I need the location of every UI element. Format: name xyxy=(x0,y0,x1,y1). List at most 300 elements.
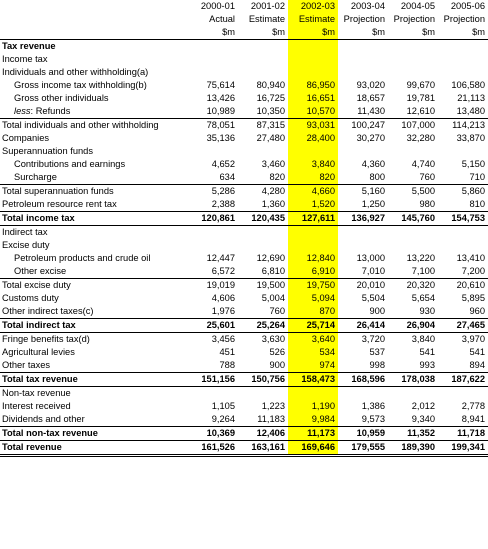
value-cell: 870 xyxy=(288,305,338,319)
value-cell xyxy=(288,145,338,158)
value-cell xyxy=(338,239,388,252)
value-cell: 451 xyxy=(219,347,235,357)
header-cell-units: $m xyxy=(438,26,488,40)
value-cell: 33,870 xyxy=(456,133,485,143)
value-cell: 187,622 xyxy=(438,373,488,387)
table-row xyxy=(0,171,488,185)
value-cell: 5,004 xyxy=(261,293,285,303)
table-row xyxy=(0,265,488,279)
header-cell-units: $m xyxy=(338,26,388,40)
value-cell: 11,173 xyxy=(288,427,338,441)
header-cell-types: Estimate xyxy=(248,14,285,24)
value-cell: 993 xyxy=(419,360,435,370)
value-cell xyxy=(238,53,288,66)
value-cell xyxy=(188,145,238,158)
table-row xyxy=(0,400,488,413)
table-row xyxy=(0,158,488,171)
value-cell: 10,350 xyxy=(256,106,285,116)
header-cell-types: Projection xyxy=(443,14,485,24)
value-cell: 10,570 xyxy=(288,105,338,119)
value-cell xyxy=(388,239,438,252)
row-label-text: Petroleum resource rent tax xyxy=(2,199,117,209)
value-cell: 1,976 xyxy=(211,306,235,316)
value-cell: 820 xyxy=(269,172,285,182)
value-cell xyxy=(238,145,288,158)
value-cell: 10,369 xyxy=(188,427,238,441)
table-row xyxy=(0,145,488,158)
value-cell: 710 xyxy=(469,172,485,182)
row-label-text: Petroleum products and crude oil xyxy=(14,253,151,263)
value-cell: 800 xyxy=(369,172,385,182)
row-label xyxy=(0,132,188,145)
value-cell: 2,388 xyxy=(211,199,235,209)
value-cell xyxy=(288,387,338,401)
value-cell: 13,220 xyxy=(406,253,435,263)
value-cell: 86,950 xyxy=(288,79,338,92)
header-cell-years: 2004-05 xyxy=(400,1,435,11)
value-cell: 998 xyxy=(369,360,385,370)
value-cell: 19,500 xyxy=(238,279,288,293)
value-cell: 541 xyxy=(419,347,435,357)
row-label xyxy=(0,305,188,319)
row-label-prefix: less xyxy=(14,106,31,116)
row-label xyxy=(0,292,188,305)
value-cell: 980 xyxy=(419,199,435,209)
header-row-years xyxy=(0,0,488,13)
row-label-text: Total revenue xyxy=(2,442,62,452)
row-label xyxy=(0,413,188,427)
value-cell: 894 xyxy=(469,360,485,370)
value-cell: 3,456 xyxy=(211,334,235,344)
table-row xyxy=(0,79,488,92)
value-cell xyxy=(388,66,438,79)
row-label xyxy=(0,119,188,133)
value-cell: 12,610 xyxy=(406,106,435,116)
row-label xyxy=(0,252,188,265)
value-cell: 13,480 xyxy=(456,106,485,116)
row-label-text: Income tax xyxy=(2,54,48,64)
value-cell: 3,630 xyxy=(261,334,285,344)
value-cell xyxy=(438,145,488,158)
row-label xyxy=(0,359,188,373)
value-cell: 26,904 xyxy=(388,319,438,333)
value-cell: 820 xyxy=(288,171,338,185)
row-label-text: Surcharge xyxy=(14,172,57,182)
value-cell: 541 xyxy=(469,347,485,357)
section-heading-row xyxy=(0,40,488,54)
value-cell: 25,601 xyxy=(188,319,238,333)
value-cell: 25,714 xyxy=(288,319,338,333)
value-cell: 7,100 xyxy=(411,266,435,276)
value-cell: 10,989 xyxy=(206,106,235,116)
row-label xyxy=(0,185,188,199)
row-label xyxy=(0,212,188,226)
value-cell: 27,480 xyxy=(256,133,285,143)
row-label-text: Dividends and other xyxy=(2,414,85,424)
value-cell: 5,654 xyxy=(411,293,435,303)
row-label xyxy=(0,346,188,359)
value-cell: 4,652 xyxy=(211,159,235,169)
row-label-text: Other taxes xyxy=(2,360,51,370)
table-row xyxy=(0,53,488,66)
value-cell: 5,860 xyxy=(438,185,488,199)
row-label xyxy=(0,239,188,252)
table-row xyxy=(0,333,488,347)
row-label-text: Total excise duty xyxy=(2,280,71,290)
header-cell-units: $m xyxy=(238,26,288,40)
table-row xyxy=(0,252,488,265)
value-cell: 3,840 xyxy=(411,334,435,344)
row-label-text: Tax revenue xyxy=(2,41,56,51)
header-cell-years: 2003-04 xyxy=(350,1,385,11)
value-cell: 136,927 xyxy=(338,212,388,226)
value-cell xyxy=(238,40,288,54)
value-cell: 150,756 xyxy=(238,373,288,387)
value-cell xyxy=(388,145,438,158)
value-cell xyxy=(238,387,288,401)
value-cell: 5,895 xyxy=(461,293,485,303)
row-label-text: Total superannuation funds xyxy=(2,186,114,196)
value-cell xyxy=(338,66,388,79)
row-label-text: Other indirect taxes(c) xyxy=(2,306,94,316)
value-cell: 1,386 xyxy=(361,401,385,411)
header-cell-types: Estimate xyxy=(288,13,338,26)
value-cell: 93,020 xyxy=(356,80,385,90)
value-cell: 4,280 xyxy=(238,185,288,199)
value-cell: 960 xyxy=(469,306,485,316)
row-label xyxy=(0,427,188,441)
value-cell: 19,750 xyxy=(288,279,338,293)
table-row xyxy=(0,305,488,319)
table-row xyxy=(0,239,488,252)
value-cell: 154,753 xyxy=(438,212,488,226)
header-cell-types: Actual xyxy=(209,14,235,24)
value-cell: 930 xyxy=(419,306,435,316)
value-cell: 9,984 xyxy=(288,413,338,427)
value-cell: 199,341 xyxy=(438,441,488,456)
value-cell: 7,200 xyxy=(461,266,485,276)
row-label-text: Companies xyxy=(2,133,50,143)
table-row xyxy=(0,427,488,441)
value-cell xyxy=(388,40,438,54)
table-row xyxy=(0,387,488,401)
row-label-text: : Refunds xyxy=(30,106,71,116)
value-cell: 120,861 xyxy=(188,212,238,226)
table-row xyxy=(0,198,488,212)
row-label xyxy=(0,387,188,401)
table-row xyxy=(0,319,488,333)
value-cell: 3,840 xyxy=(288,158,338,171)
row-label xyxy=(0,319,188,333)
value-cell: 161,526 xyxy=(188,441,238,456)
value-cell xyxy=(338,40,388,54)
row-label-text: Individuals and other withholding(a) xyxy=(2,67,149,77)
row-label-text: Fringe benefits tax(d) xyxy=(2,334,90,344)
table-row xyxy=(0,105,488,119)
row-label xyxy=(0,333,188,347)
row-label xyxy=(0,92,188,105)
row-label xyxy=(0,40,188,54)
row-label-text: Total income tax xyxy=(2,213,75,223)
value-cell: 760 xyxy=(419,172,435,182)
value-cell xyxy=(438,40,488,54)
value-cell: 25,264 xyxy=(238,319,288,333)
value-cell: 9,264 xyxy=(211,414,235,424)
value-cell: 13,000 xyxy=(356,253,385,263)
value-cell: 189,390 xyxy=(388,441,438,456)
row-label-text: Agricultural levies xyxy=(2,347,75,357)
value-cell: 158,473 xyxy=(288,373,338,387)
table-row xyxy=(0,119,488,133)
value-cell: 5,094 xyxy=(288,292,338,305)
value-cell xyxy=(188,66,238,79)
value-cell xyxy=(288,40,338,54)
value-cell: 9,340 xyxy=(411,414,435,424)
value-cell: 114,213 xyxy=(438,119,488,133)
header-spacer xyxy=(0,0,188,13)
value-cell: 5,160 xyxy=(338,185,388,199)
value-cell: 4,660 xyxy=(288,185,338,199)
table-row xyxy=(0,279,488,293)
value-cell: 3,640 xyxy=(288,333,338,347)
row-label xyxy=(0,400,188,413)
value-cell: 12,690 xyxy=(256,253,285,263)
value-cell: 16,651 xyxy=(288,92,338,105)
value-cell: 12,447 xyxy=(206,253,235,263)
table-row xyxy=(0,132,488,145)
value-cell xyxy=(288,226,338,240)
table-row xyxy=(0,441,488,456)
value-cell: 18,657 xyxy=(356,93,385,103)
value-cell: 19,781 xyxy=(406,93,435,103)
row-label-text: Contributions and earnings xyxy=(14,159,126,169)
header-cell-years: 2001-02 xyxy=(250,1,285,11)
row-label-text: Superannuation funds xyxy=(2,146,93,156)
value-cell xyxy=(338,226,388,240)
value-cell: 100,247 xyxy=(338,119,388,133)
value-cell: 5,150 xyxy=(461,159,485,169)
header-cell-years: 2002-03 xyxy=(288,0,338,13)
header-cell-types: Projection xyxy=(393,14,435,24)
value-cell xyxy=(188,387,238,401)
row-label-text: Other excise xyxy=(14,266,67,276)
row-label-text: Gross income tax withholding(b) xyxy=(14,80,147,90)
value-cell: 93,031 xyxy=(288,119,338,133)
value-cell: 3,970 xyxy=(461,334,485,344)
value-cell: 810 xyxy=(469,199,485,209)
value-cell: 169,646 xyxy=(288,441,338,456)
value-cell: 11,183 xyxy=(257,414,285,424)
value-cell: 7,010 xyxy=(361,266,385,276)
value-cell xyxy=(238,66,288,79)
header-row-units xyxy=(0,26,488,40)
value-cell: 1,520 xyxy=(288,198,338,212)
value-cell: 21,113 xyxy=(457,93,485,103)
value-cell: 4,740 xyxy=(411,159,435,169)
value-cell: 30,270 xyxy=(356,133,385,143)
value-cell: 179,555 xyxy=(338,441,388,456)
row-label xyxy=(0,105,188,119)
value-cell: 900 xyxy=(269,360,285,370)
header-cell-years: 2000-01 xyxy=(200,1,235,11)
value-cell: 12,406 xyxy=(238,427,288,441)
value-cell: 151,156 xyxy=(188,373,238,387)
value-cell: 11,718 xyxy=(438,427,488,441)
value-cell xyxy=(338,145,388,158)
value-cell: 537 xyxy=(369,347,385,357)
value-cell: 75,614 xyxy=(206,80,235,90)
value-cell: 87,315 xyxy=(238,119,288,133)
value-cell xyxy=(238,226,288,240)
row-label-text: Customs duty xyxy=(2,293,59,303)
row-label-text: Indirect tax xyxy=(2,227,48,237)
value-cell: 9,573 xyxy=(361,414,385,424)
value-cell: 13,410 xyxy=(456,253,485,263)
value-cell xyxy=(438,387,488,401)
table-row xyxy=(0,212,488,226)
value-cell: 35,136 xyxy=(206,133,235,143)
value-cell: 26,414 xyxy=(338,319,388,333)
value-cell xyxy=(188,226,238,240)
value-cell: 1,105 xyxy=(211,401,235,411)
row-label-text: Total indirect tax xyxy=(2,320,76,330)
value-cell: 1,360 xyxy=(261,199,285,209)
value-cell: 178,038 xyxy=(388,373,438,387)
value-cell xyxy=(388,53,438,66)
header-cell-units: $m xyxy=(288,26,338,40)
value-cell: 127,611 xyxy=(288,212,338,226)
row-label xyxy=(0,226,188,240)
row-label-text: Interest received xyxy=(2,401,71,411)
table-row xyxy=(0,359,488,373)
value-cell: 78,051 xyxy=(188,119,238,133)
value-cell: 1,223 xyxy=(261,401,285,411)
table-row xyxy=(0,92,488,105)
value-cell: 8,941 xyxy=(461,414,485,424)
value-cell: 32,280 xyxy=(406,133,435,143)
value-cell: 163,161 xyxy=(238,441,288,456)
value-cell: 13,426 xyxy=(206,93,235,103)
value-cell: 4,360 xyxy=(361,159,385,169)
value-cell: 526 xyxy=(269,347,285,357)
value-cell: 974 xyxy=(288,359,338,373)
value-cell: 27,465 xyxy=(438,319,488,333)
row-label xyxy=(0,279,188,293)
row-label-text: Total non-tax revenue xyxy=(2,428,98,438)
value-cell: 20,610 xyxy=(438,279,488,293)
table-row xyxy=(0,292,488,305)
value-cell xyxy=(288,66,338,79)
table-row xyxy=(0,373,488,387)
row-label xyxy=(0,79,188,92)
value-cell: 788 xyxy=(219,360,235,370)
value-cell: 900 xyxy=(369,306,385,316)
header-cell-years: 2005-06 xyxy=(450,1,485,11)
value-cell: 5,504 xyxy=(361,293,385,303)
value-cell: 11,430 xyxy=(357,106,385,116)
table-row xyxy=(0,66,488,79)
value-cell xyxy=(338,53,388,66)
value-cell: 107,000 xyxy=(388,119,438,133)
header-cell-units: $m xyxy=(188,26,238,40)
row-label-text: Excise duty xyxy=(2,240,50,250)
value-cell: 16,725 xyxy=(256,93,285,103)
row-label xyxy=(0,441,188,456)
value-cell xyxy=(288,53,338,66)
value-cell: 760 xyxy=(269,306,285,316)
header-spacer xyxy=(0,26,188,40)
table-row xyxy=(0,346,488,359)
header-cell-types: Projection xyxy=(343,14,385,24)
value-cell: 1,250 xyxy=(361,199,385,209)
value-cell: 11,352 xyxy=(388,427,438,441)
value-cell: 99,670 xyxy=(406,80,435,90)
row-label xyxy=(0,53,188,66)
value-cell: 12,840 xyxy=(288,252,338,265)
value-cell xyxy=(188,40,238,54)
value-cell: 80,940 xyxy=(256,80,285,90)
value-cell xyxy=(388,226,438,240)
value-cell: 1,190 xyxy=(288,400,338,413)
table-row xyxy=(0,185,488,199)
value-cell: 19,019 xyxy=(188,279,238,293)
value-cell xyxy=(338,387,388,401)
value-cell: 2,778 xyxy=(461,401,485,411)
row-label xyxy=(0,373,188,387)
value-cell: 6,910 xyxy=(288,265,338,279)
value-cell: 4,606 xyxy=(211,293,235,303)
value-cell: 28,400 xyxy=(288,132,338,145)
row-label-text: Gross other individuals xyxy=(14,93,109,103)
row-label xyxy=(0,66,188,79)
row-label xyxy=(0,198,188,212)
value-cell xyxy=(288,239,338,252)
row-label xyxy=(0,158,188,171)
header-spacer xyxy=(0,13,188,26)
value-cell: 5,286 xyxy=(188,185,238,199)
value-cell: 5,500 xyxy=(388,185,438,199)
row-label xyxy=(0,171,188,185)
value-cell: 20,010 xyxy=(338,279,388,293)
row-label xyxy=(0,145,188,158)
row-label-text: Non-tax revenue xyxy=(2,388,71,398)
value-cell xyxy=(438,53,488,66)
table-row xyxy=(0,226,488,240)
row-label xyxy=(0,265,188,279)
value-cell: 120,435 xyxy=(238,212,288,226)
row-label-text: Total tax revenue xyxy=(2,374,78,384)
value-cell: 3,720 xyxy=(361,334,385,344)
header-row-types xyxy=(0,13,488,26)
value-cell: 2,012 xyxy=(411,401,435,411)
value-cell: 10,959 xyxy=(338,427,388,441)
value-cell: 6,572 xyxy=(211,266,235,276)
value-cell: 168,596 xyxy=(338,373,388,387)
value-cell xyxy=(188,239,238,252)
value-cell: 3,460 xyxy=(261,159,285,169)
value-cell: 534 xyxy=(288,346,338,359)
value-cell xyxy=(238,239,288,252)
value-cell: 634 xyxy=(219,172,235,182)
value-cell: 145,760 xyxy=(388,212,438,226)
value-cell xyxy=(438,226,488,240)
value-cell xyxy=(438,239,488,252)
value-cell: 20,320 xyxy=(388,279,438,293)
value-cell xyxy=(188,53,238,66)
value-cell xyxy=(438,66,488,79)
value-cell xyxy=(388,387,438,401)
value-cell: 106,580 xyxy=(451,80,485,90)
